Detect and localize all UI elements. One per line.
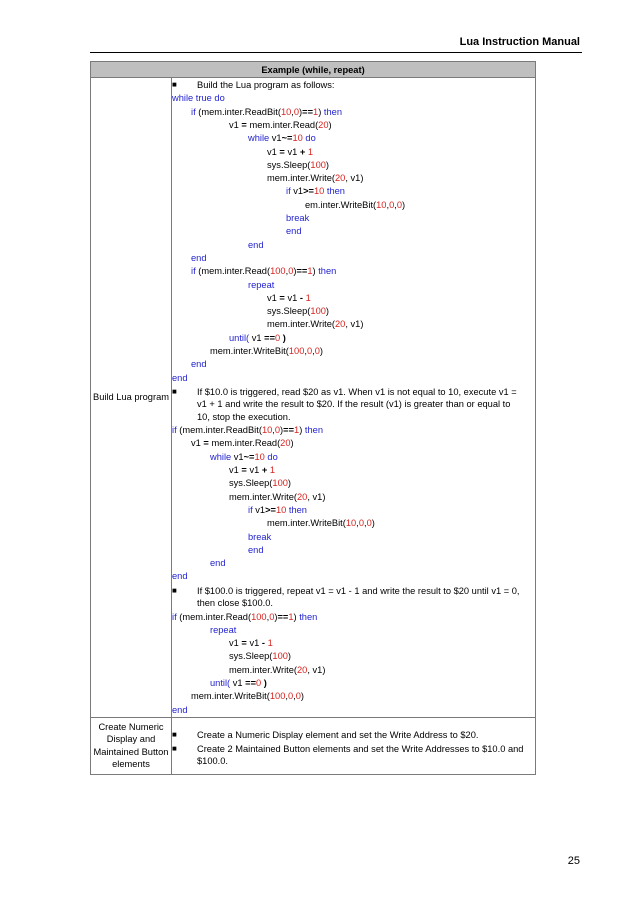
steps-cell <box>172 717 536 774</box>
code-line: mem.inter.Write(20, v1) <box>267 173 364 184</box>
code-line: sys.Sleep(100) <box>267 159 330 170</box>
table-row <box>91 78 536 718</box>
list-item <box>172 729 535 741</box>
code-line: v1 = v1 - 1 <box>267 292 311 303</box>
code-line: v1 = v1 + 1 <box>267 146 314 157</box>
code-line: end <box>172 704 188 715</box>
code-line: mem.inter.WriteBit(10,0,0) <box>267 518 375 529</box>
code-line: end <box>210 558 226 569</box>
bullet-square-icon: ■ <box>172 730 177 740</box>
code-line: while v1~=10 do <box>210 451 278 462</box>
code-line: until( v1 ==0 ) <box>210 678 267 689</box>
code-line: em.inter.WriteBit(10,0,0) <box>305 199 406 210</box>
code-cell <box>172 78 536 718</box>
code-line: mem.inter.WriteBit(100,0,0) <box>210 346 324 357</box>
example-table <box>90 61 536 775</box>
code-line: sys.Sleep(100) <box>229 651 292 662</box>
code-line: end <box>286 226 302 237</box>
code-line: repeat <box>248 279 275 290</box>
table-row <box>91 717 536 774</box>
table-heading: Example (while, repeat) <box>91 62 536 78</box>
code-line: while v1~=10 do <box>248 133 316 144</box>
code-line: mem.inter.Write(20, v1) <box>267 319 364 330</box>
code-line: end <box>172 372 188 383</box>
bullet-text: Create a Numeric Display element and set the Write Address to $20. <box>197 730 479 741</box>
list-item <box>172 386 535 423</box>
bullet-square-icon: ■ <box>172 585 177 595</box>
header-divider <box>90 52 582 53</box>
code-line: end <box>172 571 188 582</box>
code-line: end <box>191 359 207 370</box>
row-label-build-lua: Build Lua program <box>91 78 172 718</box>
bullet-square-icon: ■ <box>172 80 177 89</box>
bullet-text: Build the Lua program as follows: <box>197 80 335 90</box>
manual-title: Lua Instruction Manual <box>459 36 580 48</box>
code-line: break <box>248 531 272 542</box>
code-line: v1 = v1 + 1 <box>229 465 276 476</box>
list-item <box>172 743 535 768</box>
bullet-square-icon: ■ <box>172 743 177 753</box>
code-line: sys.Sleep(100) <box>229 478 292 489</box>
row-label-create-elements: Create Numeric Display and Maintained Button elements <box>91 717 172 774</box>
code-line: break <box>286 213 310 224</box>
code-line: repeat <box>210 624 237 635</box>
code-line: until( v1 ==0 ) <box>229 332 286 343</box>
bullet-text: If $10.0 is triggered, read $20 as v1. When v1 is not equal to 10, execute v1 = v1 + 1 and write the result to $20. If the result (v1) is greater than or equal to 10, stop the execution. <box>197 386 517 422</box>
code-line: end <box>191 252 207 263</box>
code-line: mem.inter.Write(20, v1) <box>229 664 326 675</box>
code-line: v1 = mem.inter.Read(20) <box>191 438 294 449</box>
bullet-text: Create 2 Maintained Button elements and set the Write Addresses to $10.0 and $100.0. <box>197 743 524 767</box>
code-line: v1 = v1 - 1 <box>229 638 273 649</box>
code-line: v1 = mem.inter.Read(20) <box>229 120 332 130</box>
code-line: if (mem.inter.ReadBit(10,0)==1) then <box>191 106 342 117</box>
code-line: end <box>248 239 264 250</box>
list-item <box>172 585 535 610</box>
bullet-square-icon: ■ <box>172 386 177 396</box>
page-number: 25 <box>567 855 580 867</box>
code-line: sys.Sleep(100) <box>267 306 330 317</box>
code-line: end <box>248 544 264 555</box>
code-line: if v1>=10 then <box>248 504 307 515</box>
code-line: if (mem.inter.ReadBit(10,0)==1) then <box>172 425 323 436</box>
list-item <box>172 79 535 91</box>
code-line: while true do <box>172 93 225 104</box>
code-line: mem.inter.WriteBit(100,0,0) <box>191 691 305 702</box>
code-line: if (mem.inter.Read(100,0)==1) then <box>172 611 318 622</box>
code-line: if (mem.inter.Read(100,0)==1) then <box>191 266 337 277</box>
code-line: if v1>=10 then <box>286 186 345 197</box>
code-line: mem.inter.Write(20, v1) <box>229 491 326 502</box>
bullet-text: If $100.0 is triggered, repeat v1 = v1 - 1 and write the result to $20 until v1 = 0, then close $100.0. <box>197 585 520 609</box>
